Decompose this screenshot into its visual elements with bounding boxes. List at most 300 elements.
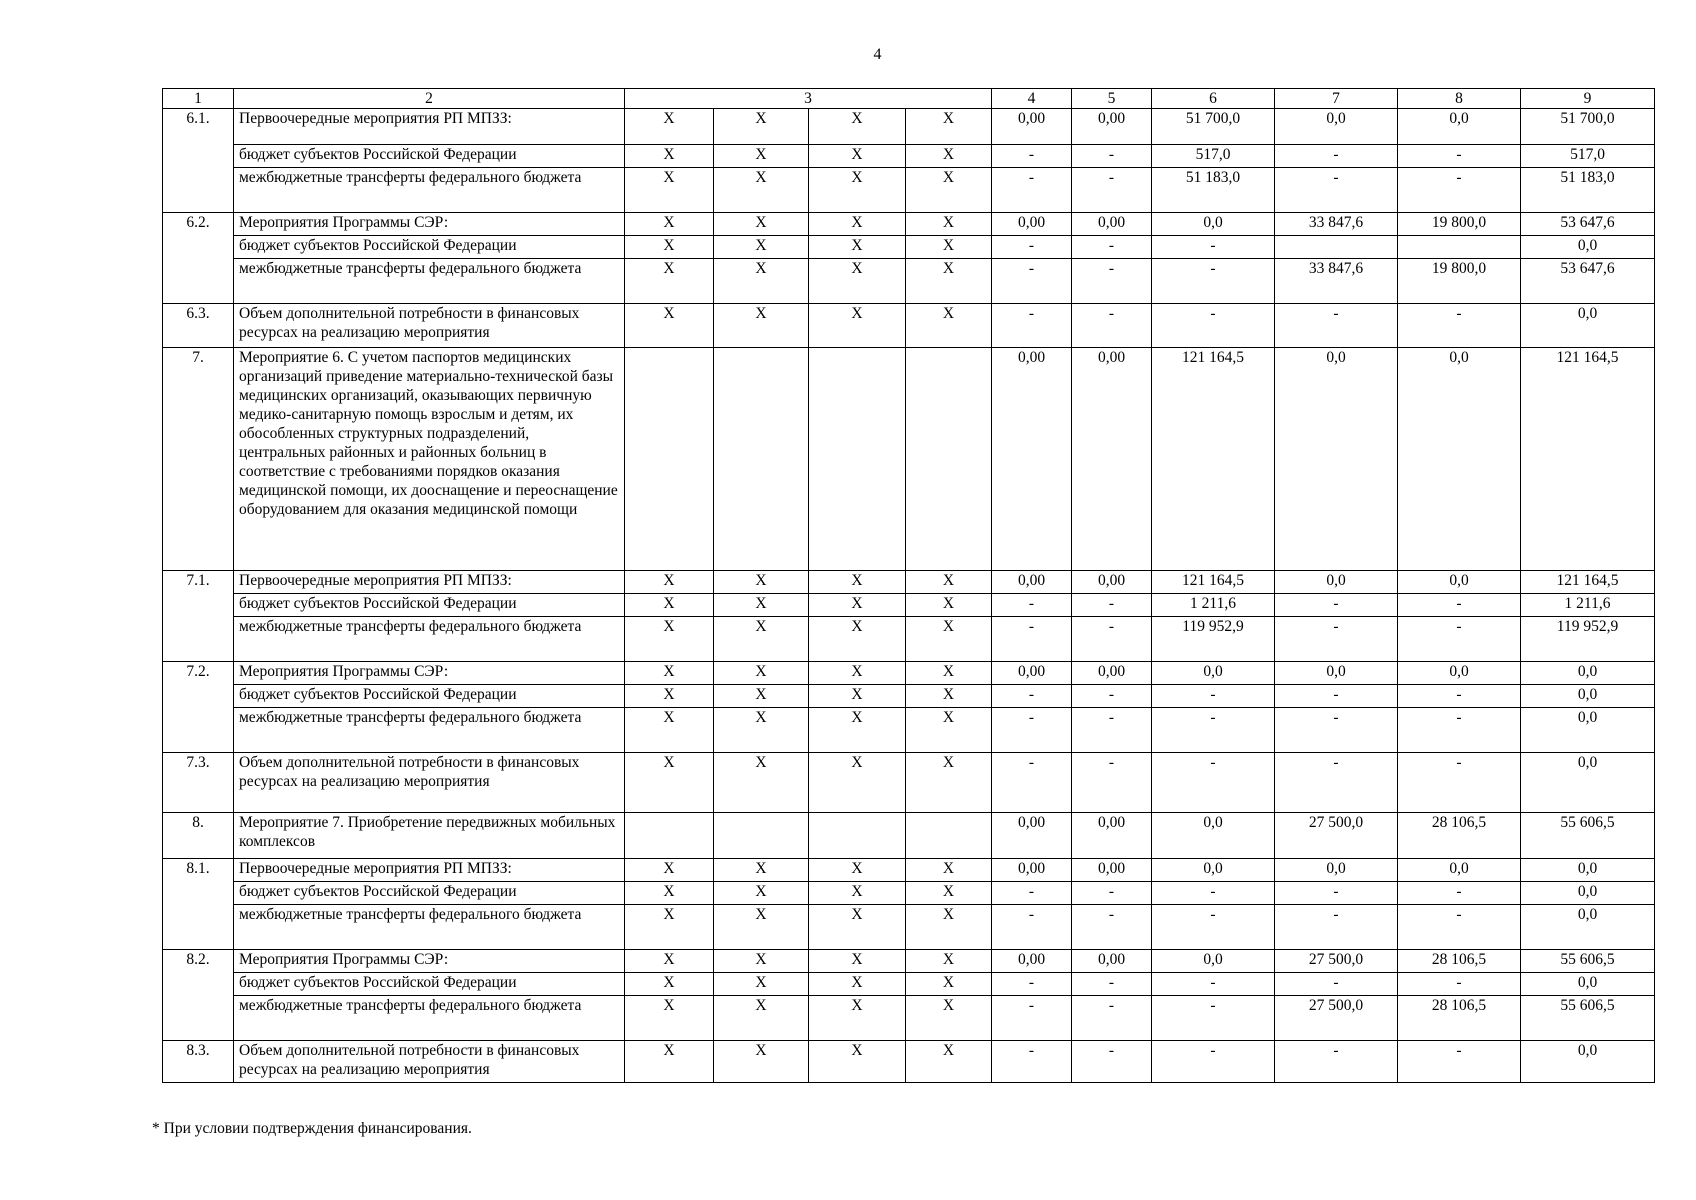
value-c4: - [992,996,1072,1041]
x-mark-cell: Х [809,882,906,905]
value-c8: - [1398,708,1521,753]
value-c6: 0,0 [1152,813,1275,859]
x-mark-cell: Х [906,859,992,882]
x-mark-cell: Х [714,753,809,813]
value-c5: - [1072,594,1152,617]
row-number: 7.2. [163,662,234,685]
value-c4: - [992,168,1072,213]
value-c8: - [1398,145,1521,168]
x-mark-cell [809,813,906,859]
x-mark-cell: Х [906,236,992,259]
header-col-1: 1 [163,89,234,109]
x-mark-cell [906,813,992,859]
footnote: * При условии подтверждения финансирования. [152,1120,472,1137]
row-number [163,905,234,950]
row-name: межбюджетные трансферты федерального бюджета [234,259,625,304]
x-mark-cell: Х [809,594,906,617]
x-mark-cell: Х [625,973,714,996]
value-c7: - [1275,617,1398,662]
value-c8: - [1398,905,1521,950]
value-c9: 0,0 [1521,859,1655,882]
value-c9: 0,0 [1521,662,1655,685]
value-c8: 0,0 [1398,662,1521,685]
value-c6: 1 211,6 [1152,594,1275,617]
value-c4: 0,00 [992,813,1072,859]
row-name: межбюджетные трансферты федерального бюджета [234,708,625,753]
value-c7: 33 847,6 [1275,213,1398,236]
value-c6: - [1152,882,1275,905]
x-mark-cell: Х [809,973,906,996]
value-c9: 53 647,6 [1521,259,1655,304]
row-number [163,708,234,753]
table-row [163,145,1655,168]
value-c6: - [1152,905,1275,950]
value-c9: 0,0 [1521,973,1655,996]
value-c8: - [1398,617,1521,662]
row-number [163,685,234,708]
x-mark-cell: Х [714,213,809,236]
x-mark-cell: Х [906,617,992,662]
value-c8 [1398,236,1521,259]
x-mark-cell: Х [906,905,992,950]
x-mark-cell: Х [906,882,992,905]
x-mark-cell: Х [809,1041,906,1083]
x-mark-cell: Х [906,753,992,813]
x-mark-cell: Х [714,571,809,594]
x-mark-cell: Х [906,708,992,753]
row-number: 8.3. [163,1041,234,1083]
value-c8: 28 106,5 [1398,996,1521,1041]
page-number: 4 [873,46,882,63]
value-c7: - [1275,905,1398,950]
value-c9: 55 606,5 [1521,996,1655,1041]
value-c9: 517,0 [1521,145,1655,168]
value-c6: - [1152,259,1275,304]
value-c4: - [992,685,1072,708]
row-number: 7. [163,348,234,571]
row-number: 7.1. [163,571,234,594]
table-row [163,685,1655,708]
x-mark-cell: Х [714,617,809,662]
table-row [163,259,1655,304]
x-mark-cell: Х [906,594,992,617]
value-c4: - [992,1041,1072,1083]
value-c7: 0,0 [1275,859,1398,882]
value-c9: 0,0 [1521,304,1655,348]
row-number [163,236,234,259]
value-c5: - [1072,685,1152,708]
value-c4: 0,00 [992,213,1072,236]
value-c4: - [992,905,1072,950]
x-mark-cell: Х [625,236,714,259]
table-row [163,905,1655,950]
x-mark-cell: Х [809,905,906,950]
table-row [163,950,1655,973]
value-c9: 1 211,6 [1521,594,1655,617]
value-c7: - [1275,145,1398,168]
row-name: межбюджетные трансферты федерального бюджета [234,905,625,950]
x-mark-cell: Х [625,996,714,1041]
value-c7: 0,0 [1275,348,1398,571]
x-mark-cell: Х [906,950,992,973]
x-mark-cell: Х [809,753,906,813]
x-mark-cell [714,813,809,859]
row-name: бюджет субъектов Российской Федерации [234,236,625,259]
x-mark-cell: Х [906,304,992,348]
x-mark-cell: Х [714,859,809,882]
x-mark-cell: Х [625,213,714,236]
x-mark-cell: Х [625,1041,714,1083]
value-c7: 0,0 [1275,571,1398,594]
value-c9: 0,0 [1521,236,1655,259]
x-mark-cell: Х [906,213,992,236]
x-mark-cell: Х [809,708,906,753]
value-c4: 0,00 [992,859,1072,882]
row-name: бюджет субъектов Российской Федерации [234,594,625,617]
value-c4: - [992,708,1072,753]
x-mark-cell: Х [714,882,809,905]
x-mark-cell: Х [906,571,992,594]
value-c5: - [1072,304,1152,348]
table-row [163,1041,1655,1083]
header-col-3: 3 [625,89,992,109]
value-c5: 0,00 [1072,348,1152,571]
x-mark-cell [906,348,992,571]
x-mark-cell: Х [714,708,809,753]
value-c7: 27 500,0 [1275,950,1398,973]
row-number: 8.1. [163,859,234,882]
value-c7: 27 500,0 [1275,996,1398,1041]
x-mark-cell: Х [906,259,992,304]
table-row [163,617,1655,662]
row-name: бюджет субъектов Российской Федерации [234,145,625,168]
x-mark-cell: Х [809,617,906,662]
x-mark-cell: Х [714,594,809,617]
value-c4: 0,00 [992,109,1072,145]
row-name: межбюджетные трансферты федерального бюджета [234,168,625,213]
x-mark-cell: Х [809,996,906,1041]
value-c8: - [1398,168,1521,213]
value-c4: - [992,236,1072,259]
x-mark-cell: Х [714,950,809,973]
value-c5: 0,00 [1072,213,1152,236]
value-c5: 0,00 [1072,109,1152,145]
value-c5: 0,00 [1072,571,1152,594]
x-mark-cell: Х [714,145,809,168]
value-c4: - [992,753,1072,813]
x-mark-cell: Х [809,145,906,168]
x-mark-cell: Х [906,685,992,708]
value-c6: 51 700,0 [1152,109,1275,145]
value-c9: 0,0 [1521,753,1655,813]
x-mark-cell: Х [906,973,992,996]
value-c4: 0,00 [992,950,1072,973]
value-c8: - [1398,753,1521,813]
row-name: Первоочередные мероприятия РП МПЗЗ: [234,859,625,882]
value-c7: - [1275,304,1398,348]
x-mark-cell: Х [625,259,714,304]
value-c6: 119 952,9 [1152,617,1275,662]
value-c9: 0,0 [1521,685,1655,708]
value-c4: - [992,259,1072,304]
x-mark-cell: Х [809,859,906,882]
value-c6: 0,0 [1152,859,1275,882]
x-mark-cell: Х [906,145,992,168]
x-mark-cell: Х [906,662,992,685]
x-mark-cell: Х [625,753,714,813]
header-col-7: 7 [1275,89,1398,109]
value-c5: 0,00 [1072,813,1152,859]
value-c9: 121 164,5 [1521,571,1655,594]
value-c4: 0,00 [992,348,1072,571]
header-row [163,89,1655,109]
value-c5: - [1072,1041,1152,1083]
x-mark-cell: Х [625,905,714,950]
row-name: Объем дополнительной потребности в финансовых ресурсах на реализацию мероприятия [234,753,625,813]
header-col-2: 2 [234,89,625,109]
row-number [163,145,234,168]
value-c4: - [992,882,1072,905]
row-name: межбюджетные трансферты федерального бюджета [234,617,625,662]
value-c6: 0,0 [1152,662,1275,685]
x-mark-cell: Х [906,1041,992,1083]
x-mark-cell: Х [625,882,714,905]
value-c9: 51 700,0 [1521,109,1655,145]
row-name: межбюджетные трансферты федерального бюджета [234,996,625,1041]
row-number: 8. [163,813,234,859]
x-mark-cell: Х [714,973,809,996]
value-c6: - [1152,236,1275,259]
value-c7: 27 500,0 [1275,813,1398,859]
value-c9: 0,0 [1521,905,1655,950]
x-mark-cell: Х [809,109,906,145]
value-c6: 121 164,5 [1152,348,1275,571]
x-mark-cell: Х [625,708,714,753]
row-number: 6.1. [163,109,234,145]
value-c7: - [1275,753,1398,813]
value-c9: 119 952,9 [1521,617,1655,662]
value-c8: - [1398,304,1521,348]
x-mark-cell: Х [809,168,906,213]
value-c5: 0,00 [1072,950,1152,973]
value-c5: 0,00 [1072,662,1152,685]
value-c4: - [992,145,1072,168]
row-name: Первоочередные мероприятия РП МПЗЗ: [234,109,625,145]
value-c7: - [1275,708,1398,753]
row-number [163,594,234,617]
x-mark-cell: Х [625,571,714,594]
x-mark-cell: Х [714,662,809,685]
x-mark-cell: Х [625,662,714,685]
x-mark-cell: Х [906,168,992,213]
x-mark-cell: Х [906,996,992,1041]
value-c6: - [1152,996,1275,1041]
x-mark-cell [625,813,714,859]
x-mark-cell: Х [809,236,906,259]
value-c6: - [1152,708,1275,753]
value-c4: - [992,594,1072,617]
value-c5: - [1072,973,1152,996]
x-mark-cell: Х [714,236,809,259]
row-number: 7.3. [163,753,234,813]
value-c5: - [1072,905,1152,950]
value-c6: 51 183,0 [1152,168,1275,213]
row-name: Мероприятие 7. Приобретение передвижных мобильных комплексов [234,813,625,859]
value-c8: 0,0 [1398,571,1521,594]
value-c9: 0,0 [1521,708,1655,753]
table-row [163,813,1655,859]
value-c7: - [1275,168,1398,213]
value-c8: - [1398,1041,1521,1083]
x-mark-cell: Х [625,594,714,617]
value-c7: 0,0 [1275,109,1398,145]
x-mark-cell: Х [809,259,906,304]
x-mark-cell: Х [809,213,906,236]
row-name: Объем дополнительной потребности в финансовых ресурсах на реализацию мероприятия [234,304,625,348]
row-name: Объем дополнительной потребности в финансовых ресурсах на реализацию мероприятия [234,1041,625,1083]
table-row [163,236,1655,259]
value-c8: - [1398,882,1521,905]
value-c4: - [992,973,1072,996]
row-name: Мероприятие 6. С учетом паспортов медицинских организаций приведение материально-технической базы медицинских организаций, оказывающих первичную медико-санитарную помощь взрослым и детям, их обособленных структурных подразделений, центральных районных и районных больниц в соответствие с требованиями порядков оказания медицинской помощи, их дооснащение и переоснащение оборудованием для оказания медицинской помощи [234,348,625,571]
header-col-4: 4 [992,89,1072,109]
value-c8: - [1398,594,1521,617]
value-c6: 0,0 [1152,213,1275,236]
row-number [163,617,234,662]
row-name: Первоочередные мероприятия РП МПЗЗ: [234,571,625,594]
value-c8: 19 800,0 [1398,259,1521,304]
value-c6: - [1152,304,1275,348]
value-c7: - [1275,1041,1398,1083]
x-mark-cell: Х [625,617,714,662]
x-mark-cell: Х [714,304,809,348]
value-c6: 121 164,5 [1152,571,1275,594]
value-c5: - [1072,259,1152,304]
value-c8: 19 800,0 [1398,213,1521,236]
row-name: бюджет субъектов Российской Федерации [234,685,625,708]
value-c8: 0,0 [1398,109,1521,145]
x-mark-cell [714,348,809,571]
x-mark-cell: Х [625,304,714,348]
table-row [163,304,1655,348]
value-c8: 0,0 [1398,348,1521,571]
value-c5: - [1072,617,1152,662]
value-c4: 0,00 [992,571,1072,594]
x-mark-cell: Х [906,109,992,145]
row-number [163,973,234,996]
header-col-8: 8 [1398,89,1521,109]
value-c8: 28 106,5 [1398,813,1521,859]
row-number: 8.2. [163,950,234,973]
value-c5: - [1072,168,1152,213]
row-name: Мероприятия Программы СЭР: [234,662,625,685]
x-mark-cell: Х [714,996,809,1041]
value-c6: - [1152,753,1275,813]
x-mark-cell: Х [714,109,809,145]
table-row [163,213,1655,236]
value-c8: 28 106,5 [1398,950,1521,973]
header-col-6: 6 [1152,89,1275,109]
table-row [163,753,1655,813]
value-c6: 0,0 [1152,950,1275,973]
row-number [163,168,234,213]
row-name: Мероприятия Программы СЭР: [234,213,625,236]
value-c7: - [1275,973,1398,996]
table-row [163,973,1655,996]
value-c9: 53 647,6 [1521,213,1655,236]
value-c5: - [1072,145,1152,168]
row-name: бюджет субъектов Российской Федерации [234,882,625,905]
value-c6: - [1152,1041,1275,1083]
financing-table [162,88,1655,1083]
x-mark-cell: Х [809,662,906,685]
x-mark-cell: Х [809,950,906,973]
value-c7: - [1275,882,1398,905]
table-row [163,882,1655,905]
value-c6: 517,0 [1152,145,1275,168]
row-number [163,996,234,1041]
value-c7: - [1275,685,1398,708]
table-row [163,594,1655,617]
table-row [163,348,1655,571]
x-mark-cell: Х [809,571,906,594]
row-number [163,259,234,304]
value-c9: 55 606,5 [1521,813,1655,859]
table-row [163,996,1655,1041]
value-c9: 121 164,5 [1521,348,1655,571]
table-row [163,571,1655,594]
value-c5: - [1072,753,1152,813]
value-c4: - [992,617,1072,662]
x-mark-cell: Х [625,950,714,973]
table-row [163,662,1655,685]
value-c4: 0,00 [992,662,1072,685]
value-c7: - [1275,594,1398,617]
value-c9: 0,0 [1521,882,1655,905]
value-c5: - [1072,708,1152,753]
table-row [163,109,1655,145]
x-mark-cell: Х [625,109,714,145]
x-mark-cell: Х [714,259,809,304]
value-c5: 0,00 [1072,859,1152,882]
value-c6: - [1152,685,1275,708]
value-c8: - [1398,973,1521,996]
value-c7: 33 847,6 [1275,259,1398,304]
row-number: 6.3. [163,304,234,348]
x-mark-cell: Х [625,168,714,213]
row-number [163,882,234,905]
header-col-5: 5 [1072,89,1152,109]
x-mark-cell: Х [714,1041,809,1083]
table-row [163,168,1655,213]
x-mark-cell: Х [809,685,906,708]
x-mark-cell: Х [809,304,906,348]
value-c9: 0,0 [1521,1041,1655,1083]
row-number: 6.2. [163,213,234,236]
value-c8: 0,0 [1398,859,1521,882]
value-c8: - [1398,685,1521,708]
value-c7: 0,0 [1275,662,1398,685]
x-mark-cell: Х [714,685,809,708]
x-mark-cell: Х [714,168,809,213]
header-col-9: 9 [1521,89,1655,109]
value-c4: - [992,304,1072,348]
value-c5: - [1072,236,1152,259]
value-c5: - [1072,996,1152,1041]
value-c9: 55 606,5 [1521,950,1655,973]
value-c5: - [1072,882,1152,905]
row-name: Мероприятия Программы СЭР: [234,950,625,973]
